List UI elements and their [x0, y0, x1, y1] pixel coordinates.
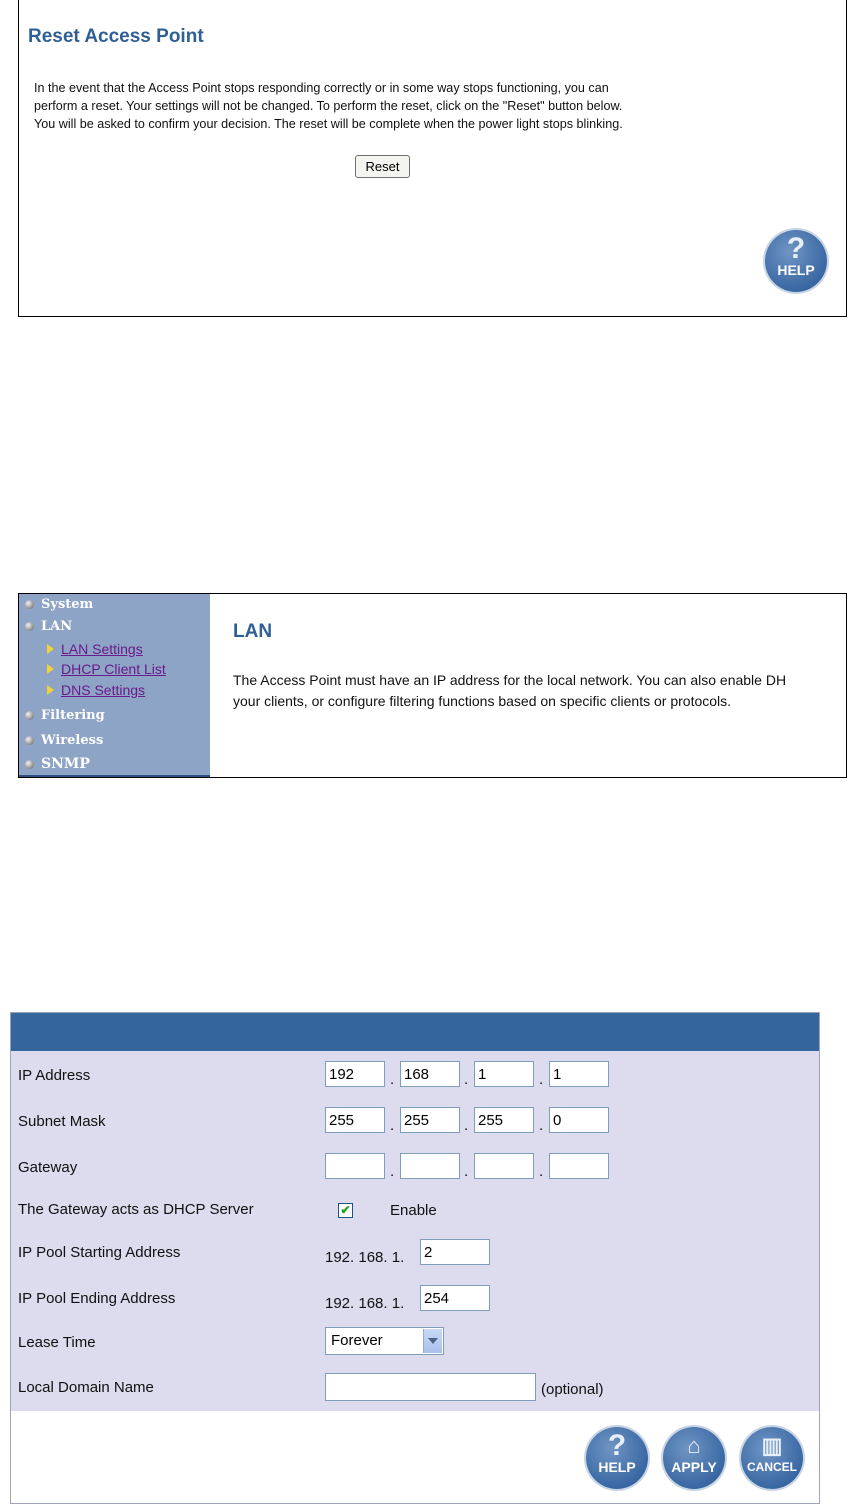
ip-address-octet-1[interactable] — [325, 1061, 385, 1087]
bullet-icon — [25, 760, 34, 769]
sidebar-item-lan[interactable] — [25, 619, 72, 634]
help-button-label: HELP — [598, 1459, 636, 1475]
sidebar-subitem-dns-settings[interactable] — [47, 682, 145, 698]
arrow-right-icon — [47, 664, 54, 674]
subnet-mask-label: Subnet Mask — [18, 1113, 106, 1130]
sidebar-item-filtering[interactable] — [25, 708, 105, 723]
subnet-mask-octet-1[interactable] — [325, 1107, 385, 1133]
reset-description-line: In the event that the Access Point stops responding correctly or in some way stops functioning, you can — [34, 81, 609, 95]
subnet-mask-octet-4[interactable] — [549, 1107, 609, 1133]
dhcp-client-list-link[interactable]: DHCP Client List — [61, 661, 166, 677]
pool-start-prefix: 192. 168. 1. — [325, 1249, 405, 1266]
question-mark-icon: ? — [786, 232, 806, 265]
pool-start-label: IP Pool Starting Address — [18, 1244, 181, 1261]
reset-description-line: perform a reset. Your settings will not be changed. To perform the reset, click on the "Reset" button below. — [34, 99, 623, 113]
lan-overview-panel — [18, 593, 847, 778]
arrow-right-icon — [47, 644, 54, 654]
dhcp-server-label: The Gateway acts as DHCP Server — [18, 1201, 254, 1218]
bullet-icon — [25, 622, 34, 631]
dhcp-enable-label: Enable — [390, 1202, 437, 1219]
gateway-label: Gateway — [18, 1159, 78, 1176]
form-header-bar — [11, 1013, 819, 1051]
gateway-octet-1[interactable] — [325, 1153, 385, 1179]
lan-settings-link[interactable]: LAN Settings — [61, 641, 143, 657]
sidebar-item-label: Wireless — [41, 733, 104, 748]
gateway-octet-2[interactable] — [400, 1153, 460, 1179]
lan-description — [233, 670, 847, 712]
lan-settings-form: IP Address 192 . 168 . 1 . 1 Subnet Mask 255 . 255 . 255 . 0 Gateway . . . The Gateway acts as DHCP Server ✔ Enable IP Pool Starting Address 192. 168. 1. 2 IP Pool Ending Address 192. 168. 1. 254 Lease Time Forever Local Domain Name (optional) ? HELP ⌂ APPLY ▥ CANCEL — [10, 1012, 820, 1504]
cancel-button-label: CANCEL — [747, 1460, 797, 1474]
sidebar-subitem-dhcp-client-list[interactable] — [47, 661, 166, 677]
ip-address-octet-3[interactable] — [474, 1061, 534, 1087]
reset-button[interactable]: Reset — [355, 155, 410, 178]
ip-address-octet-4[interactable] — [549, 1061, 609, 1087]
pool-end-label: IP Pool Ending Address — [18, 1290, 176, 1307]
arrow-right-icon — [47, 685, 54, 695]
subnet-mask-octet-3[interactable] — [474, 1107, 534, 1133]
bullet-icon — [25, 736, 34, 745]
sidebar-menu — [19, 594, 210, 777]
sidebar-item-system[interactable] — [25, 597, 93, 612]
help-button[interactable] — [586, 1427, 648, 1489]
sidebar-item-label: System — [41, 597, 94, 612]
help-button[interactable] — [765, 230, 827, 292]
sidebar-item-label: Filtering — [41, 708, 105, 723]
bullet-icon — [25, 600, 34, 609]
form-footer — [11, 1411, 819, 1503]
apply-button-label: APPLY — [671, 1459, 717, 1475]
reset-description — [34, 79, 734, 133]
reset-description-line: You will be asked to confirm your decision. The reset will be complete when the power light stops blinking. — [34, 117, 623, 131]
lan-description-line: The Access Point must have an IP address for the local network. You can also enable DH — [233, 672, 787, 688]
reset-page-title: Reset Access Point — [28, 26, 204, 47]
sidebar-divider — [19, 775, 210, 777]
pool-end-input[interactable] — [420, 1285, 490, 1311]
mouse-icon: ⌂ — [687, 1433, 701, 1458]
gateway-octet-3[interactable] — [474, 1153, 534, 1179]
subnet-mask-octet-2[interactable] — [400, 1107, 460, 1133]
sidebar-subitem-lan-settings[interactable] — [47, 641, 143, 657]
dns-settings-link[interactable]: DNS Settings — [61, 682, 146, 698]
sidebar-item-label: SNMP — [41, 756, 90, 772]
sidebar-item-wireless[interactable] — [25, 733, 103, 748]
lease-time-label: Lease Time — [18, 1334, 96, 1351]
lan-description-line: your clients, or configure filtering functions based on specific clients or protocols. — [233, 693, 732, 709]
pool-start-input[interactable] — [420, 1239, 490, 1265]
lan-page-title: LAN — [233, 621, 273, 642]
optional-note: (optional) — [541, 1381, 604, 1398]
local-domain-label: Local Domain Name — [18, 1379, 154, 1396]
question-mark-icon: ? — [607, 1429, 627, 1462]
sidebar-item-snmp[interactable] — [25, 756, 90, 772]
dhcp-enable-checkbox[interactable]: ✔ — [338, 1203, 353, 1218]
lease-time-select[interactable] — [325, 1327, 444, 1355]
apply-button[interactable] — [663, 1427, 725, 1489]
trash-icon: ▥ — [761, 1433, 783, 1458]
sidebar-item-label: LAN — [41, 619, 73, 634]
ip-address-label: IP Address — [18, 1067, 91, 1084]
reset-access-point-panel — [18, 0, 847, 317]
lease-time-value: Forever — [331, 1332, 383, 1349]
pool-end-prefix: 192. 168. 1. — [325, 1295, 405, 1312]
help-button-label: HELP — [777, 262, 815, 278]
bullet-icon — [25, 711, 34, 720]
ip-address-octet-2[interactable] — [400, 1061, 460, 1087]
cancel-button[interactable] — [741, 1427, 803, 1489]
local-domain-input[interactable] — [325, 1373, 536, 1401]
chevron-down-icon[interactable] — [423, 1329, 442, 1353]
gateway-octet-4[interactable] — [549, 1153, 609, 1179]
